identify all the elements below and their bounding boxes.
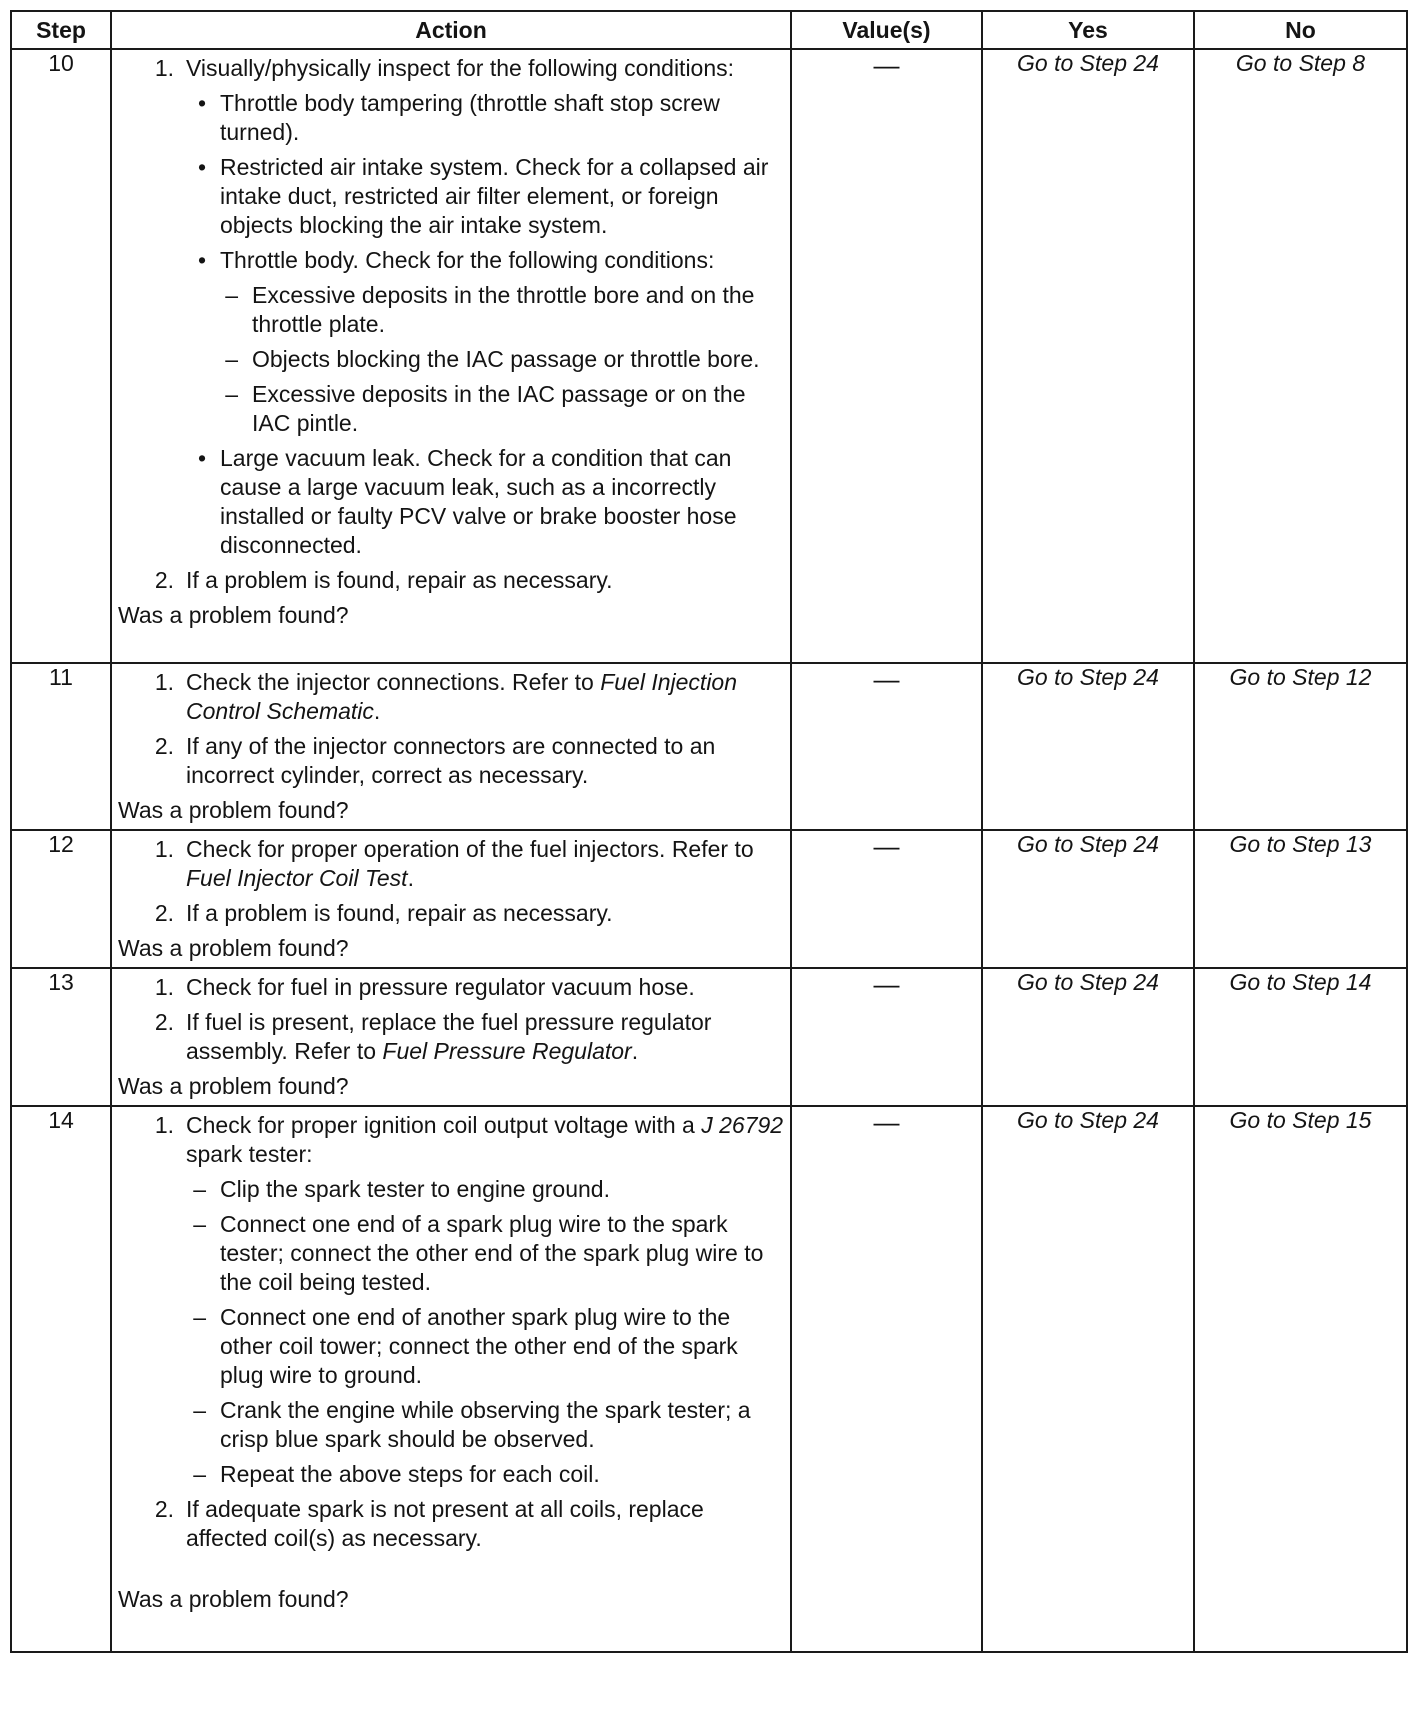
dash-icon: – [225,346,238,372]
table-row-step-13 [11,968,1407,1106]
spacer [116,1559,786,1585]
header-values: Value(s) [791,11,982,49]
dash-item [116,380,786,438]
item-text-part: . [407,865,414,891]
action-cell [111,1106,791,1652]
dash-item [116,1460,786,1489]
list-item [116,899,786,928]
dash-icon: – [193,1304,206,1330]
dash-item [116,1210,786,1297]
list-item [116,1111,786,1169]
header-row [11,11,1407,49]
item-text-part: Check for proper ignition coil output voltage with a [186,1112,702,1138]
dash-icon: – [225,381,238,407]
bullet-text: Throttle body. Check for the following conditions: [220,247,715,273]
step-number: 10 [11,49,111,663]
item-text-part: spark tester: [186,1141,313,1167]
list-item [116,732,786,790]
bullet-icon: • [197,247,206,273]
dash-icon: – [193,1461,206,1487]
list-item [116,54,786,83]
bullet-text: Throttle body tampering (throttle shaft stop screw turned). [220,90,720,145]
item-number: 1. [154,55,174,81]
step-number: 14 [11,1106,111,1652]
dash-text: Excessive deposits in the IAC passage or on the IAC pintle. [252,381,746,436]
value-cell: — [791,1106,982,1652]
yes-link: Go to Step 24 [982,1106,1194,1652]
list-item [116,1495,786,1553]
bullet-text: Restricted air intake system. Check for a collapsed air intake duct, restricted air filter element, or foreign objects blocking the air intake system. [220,154,769,238]
list-item [116,835,786,893]
action-cell [111,830,791,968]
item-reference: Fuel Injector Coil Test [186,865,408,891]
no-link: Go to Step 14 [1194,968,1407,1106]
table-row-step-11 [11,663,1407,830]
item-text-part: . [373,698,381,724]
dash-icon: – [193,1397,206,1423]
item-text [186,1111,786,1169]
item-text [186,835,786,893]
dash-item [116,345,786,374]
item-text-part: If fuel is present, replace the fuel pressure regulator assembly. Refer to [186,1009,712,1064]
step-number: 11 [11,663,111,830]
item-number: 1. [154,1112,174,1138]
dash-item [116,281,786,339]
question-text: Was a problem found? [118,935,349,961]
question-text: Was a problem found? [118,1073,349,1099]
item-reference: J 26792 [701,1112,784,1138]
value-cell: — [791,49,982,663]
item-text: If a problem is found, repair as necessary. [186,567,613,593]
dash-text: Excessive deposits in the throttle bore and on the throttle plate. [252,282,755,337]
item-number: 1. [154,974,174,1000]
header-action: Action [111,11,791,49]
bullet-item [116,444,786,560]
item-text-part: Check the injector connections. Refer to [186,669,601,695]
no-link: Go to Step 8 [1194,49,1407,663]
item-text: If adequate spark is not present at all coils, replace affected coil(s) as necessary. [186,1496,704,1551]
item-text: If any of the injector connectors are connected to an incorrect cylinder, correct as necessary. [186,733,716,788]
bullet-icon: • [197,154,206,180]
list-item [116,1008,786,1066]
item-reference: Fuel Injection Control Schematic [186,669,738,724]
value-cell: — [791,830,982,968]
question-text: Was a problem found? [118,602,349,628]
list-item [116,566,786,595]
dash-item [116,1175,786,1204]
bullet-icon: • [197,90,206,116]
item-number: 2. [154,567,174,593]
dash-icon: – [193,1211,206,1237]
item-text: If a problem is found, repair as necessary. [186,900,613,926]
no-link: Go to Step 12 [1194,663,1407,830]
item-text-part: . [631,1038,639,1064]
action-cell [111,663,791,830]
item-text [186,668,786,726]
header-step: Step [11,11,111,49]
dash-item [116,1303,786,1390]
yes-link: Go to Step 24 [982,663,1194,830]
no-link: Go to Step 15 [1194,1106,1407,1652]
yes-link: Go to Step 24 [982,968,1194,1106]
dash-text: Connect one end of a spark plug wire to the spark tester; connect the other end of the spark plug wire to the coil being tested. [220,1211,764,1295]
dash-text: Crank the engine while observing the spark tester; a crisp blue spark should be observed. [220,1397,751,1452]
question-text: Was a problem found? [118,1586,349,1612]
list-item [116,668,786,726]
item-text: Visually/physically inspect for the following conditions: [186,55,735,81]
question-text: Was a problem found? [118,797,349,823]
list-item [116,973,786,1002]
dash-icon: – [193,1176,206,1202]
dash-item [116,1396,786,1454]
item-text: Check for fuel in pressure regulator vacuum hose. [186,974,695,1000]
bullet-text: Large vacuum leak. Check for a condition that can cause a large vacuum leak, such as a incorrectly installed or faulty PCV valve or brake booster hose disconnected. [220,445,737,558]
yes-link: Go to Step 24 [982,830,1194,968]
item-text-part: Check for proper operation of the fuel injectors. Refer to [186,836,754,862]
table-row-step-10 [11,49,1407,663]
step-number: 13 [11,968,111,1106]
dash-text: Repeat the above steps for each coil. [220,1461,600,1487]
action-cell [111,49,791,663]
diagnostic-table [10,10,1408,1653]
item-number: 2. [154,1009,174,1035]
table-row-step-12 [11,830,1407,968]
header-no: No [1194,11,1407,49]
step-number: 12 [11,830,111,968]
header-yes: Yes [982,11,1194,49]
dash-icon: – [225,282,238,308]
value-cell: — [791,663,982,830]
item-reference: Fuel Pressure Regulator [382,1038,632,1064]
value-cell: — [791,968,982,1106]
action-cell [111,968,791,1106]
table-row-step-14 [11,1106,1407,1652]
yes-link: Go to Step 24 [982,49,1194,663]
item-text [186,1008,786,1066]
bullet-item [116,246,786,275]
item-number: 2. [154,900,174,926]
bullet-icon: • [197,445,206,471]
item-number: 2. [154,1496,174,1522]
dash-text: Objects blocking the IAC passage or throttle bore. [252,346,760,372]
bullet-item [116,153,786,240]
item-number: 1. [154,836,174,862]
item-number: 2. [154,733,174,759]
item-number: 1. [154,669,174,695]
dash-text: Connect one end of another spark plug wire to the other coil tower; connect the other end of the spark plug wire to ground. [220,1304,738,1388]
dash-text: Clip the spark tester to engine ground. [220,1176,610,1202]
no-link: Go to Step 13 [1194,830,1407,968]
bullet-item [116,89,786,147]
